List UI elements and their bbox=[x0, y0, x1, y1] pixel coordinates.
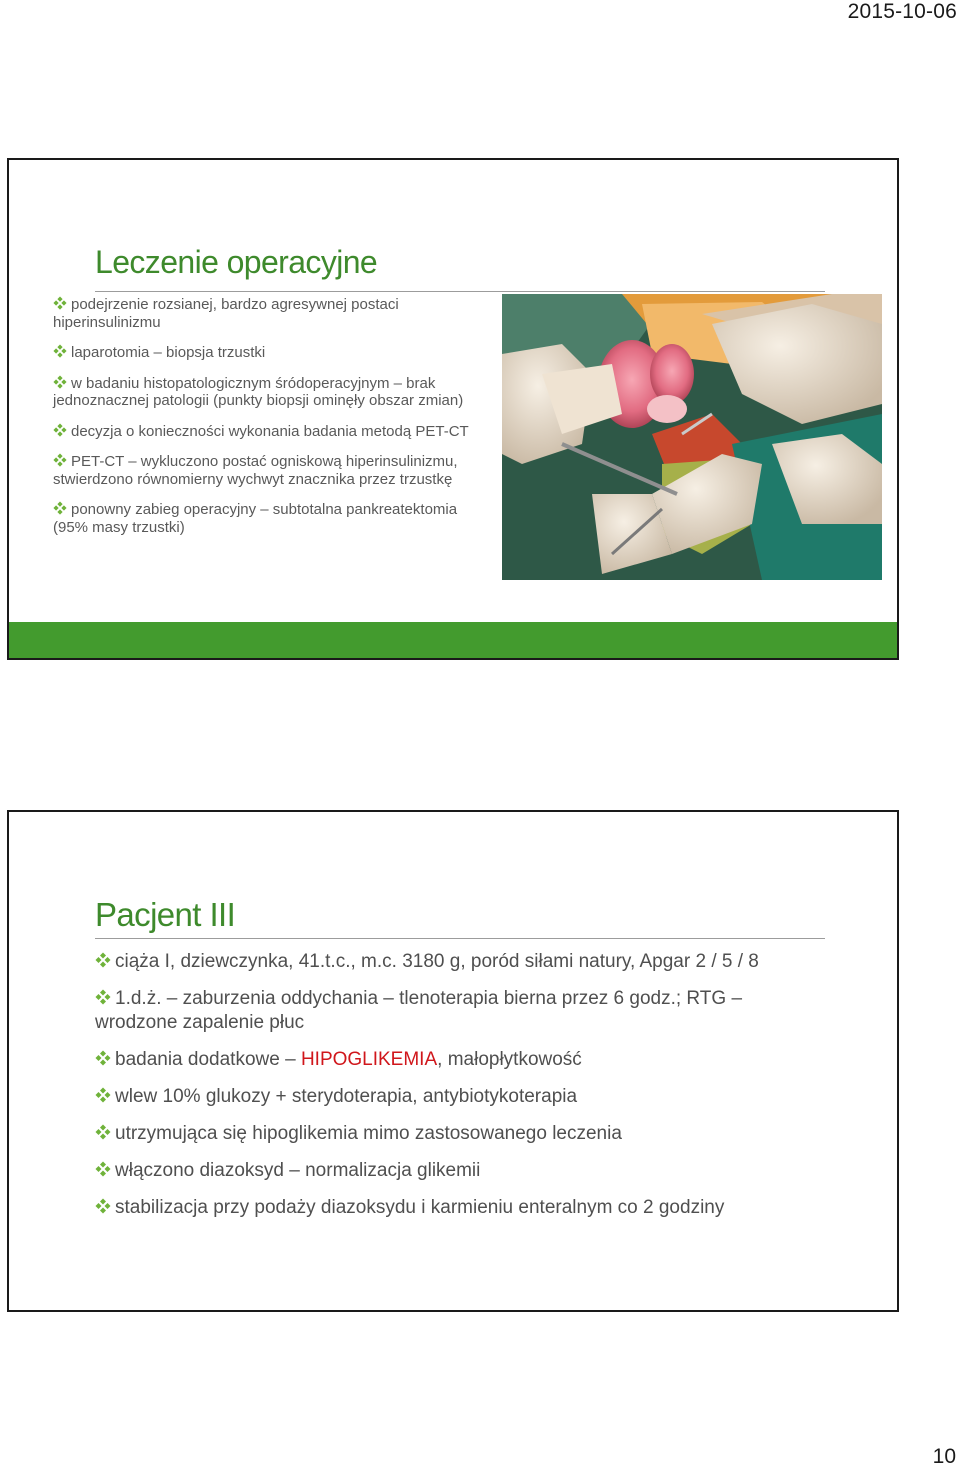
four-diamond-bullet-icon bbox=[95, 1198, 111, 1214]
page-date: 2015-10-06 bbox=[847, 0, 957, 23]
list-item bbox=[95, 1196, 795, 1220]
bullet-text: włączono diazoksyd – normalizacja glikemii bbox=[115, 1160, 481, 1181]
list-item bbox=[95, 1085, 795, 1109]
slide-title: Pacjent III bbox=[95, 896, 236, 933]
title-divider bbox=[95, 938, 825, 939]
list-item bbox=[53, 501, 493, 536]
bullet-text: wlew 10% glukozy + sterydoterapia, antybiotykoterapia bbox=[115, 1086, 578, 1107]
surgery-photo bbox=[502, 294, 882, 580]
four-diamond-bullet-icon bbox=[95, 1161, 111, 1177]
bullet-list bbox=[53, 296, 493, 549]
four-diamond-bullet-icon bbox=[95, 1124, 111, 1140]
four-diamond-bullet-icon bbox=[53, 375, 67, 389]
hypoglycemia-highlight: HIPOGLIKEMIA bbox=[300, 1049, 438, 1070]
four-diamond-bullet-icon bbox=[53, 296, 67, 310]
bullet-text: PET-CT – wykluczono postać ogniskową hiperinsulinizmu, stwierdzono równomierny wychwyt znacznika przez trzustkę bbox=[53, 453, 458, 488]
four-diamond-bullet-icon bbox=[53, 501, 67, 515]
bullet-text: 1.d.ż. – zaburzenia oddychania – tlenoterapia bierna przez 6 godz.; RTG – wrodzone zapalenie płuc bbox=[95, 988, 743, 1033]
list-item bbox=[95, 1159, 795, 1183]
four-diamond-bullet-icon bbox=[53, 453, 67, 467]
slide-leczenie-operacyjne bbox=[7, 158, 899, 660]
four-diamond-bullet-icon bbox=[95, 989, 111, 1005]
slide-title: Leczenie operacyjne bbox=[95, 244, 378, 280]
list-item bbox=[53, 375, 493, 410]
list-item bbox=[95, 1122, 795, 1146]
bullet-text: ponowny zabieg operacyjny – subtotalna pankreatektomia (95% masy trzustki) bbox=[53, 501, 458, 536]
four-diamond-bullet-icon bbox=[95, 1087, 111, 1103]
four-diamond-bullet-icon bbox=[95, 1050, 111, 1066]
footer-band bbox=[9, 622, 897, 658]
bullet-text-after: , małopłytkowość bbox=[437, 1049, 582, 1070]
list-item bbox=[95, 1048, 795, 1072]
list-item bbox=[95, 950, 795, 974]
bullet-text-before: badania dodatkowe – bbox=[115, 1049, 301, 1070]
title-divider bbox=[95, 291, 825, 292]
list-item bbox=[53, 453, 493, 488]
page-number: 10 bbox=[932, 1445, 956, 1468]
bullet-text: utrzymująca się hipoglikemia mimo zastosowanego leczenia bbox=[115, 1123, 622, 1144]
list-item bbox=[53, 423, 493, 441]
bullet-text: laparotomia – biopsja trzustki bbox=[71, 344, 266, 361]
slide-pacjent-iii bbox=[7, 810, 899, 1312]
four-diamond-bullet-icon bbox=[53, 423, 67, 437]
list-item bbox=[53, 296, 493, 331]
bullet-text: stabilizacja przy podaży diazoksydu i karmieniu enteralnym co 2 godziny bbox=[115, 1197, 725, 1218]
four-diamond-bullet-icon bbox=[95, 952, 111, 968]
bullet-text: decyzja o konieczności wykonania badania metodą PET-CT bbox=[71, 422, 469, 440]
list-item bbox=[95, 987, 795, 1035]
bullet-text: ciąża I, dziewczynka, 41.t.c., m.c. 3180 g, poród siłami natury, Apgar 2 / 5 / 8 bbox=[115, 951, 759, 972]
bullet-list bbox=[95, 950, 795, 1233]
list-item bbox=[53, 344, 493, 362]
bullet-text: w badaniu histopatologicznym śródoperacyjnym – brak jednoznacznej patologii (punkty biopsji ominęły obszar zmian) bbox=[53, 374, 464, 409]
bullet-text: podejrzenie rozsianej, bardzo agresywnej postaci hiperinsulinizmu bbox=[53, 296, 399, 331]
four-diamond-bullet-icon bbox=[53, 344, 67, 358]
